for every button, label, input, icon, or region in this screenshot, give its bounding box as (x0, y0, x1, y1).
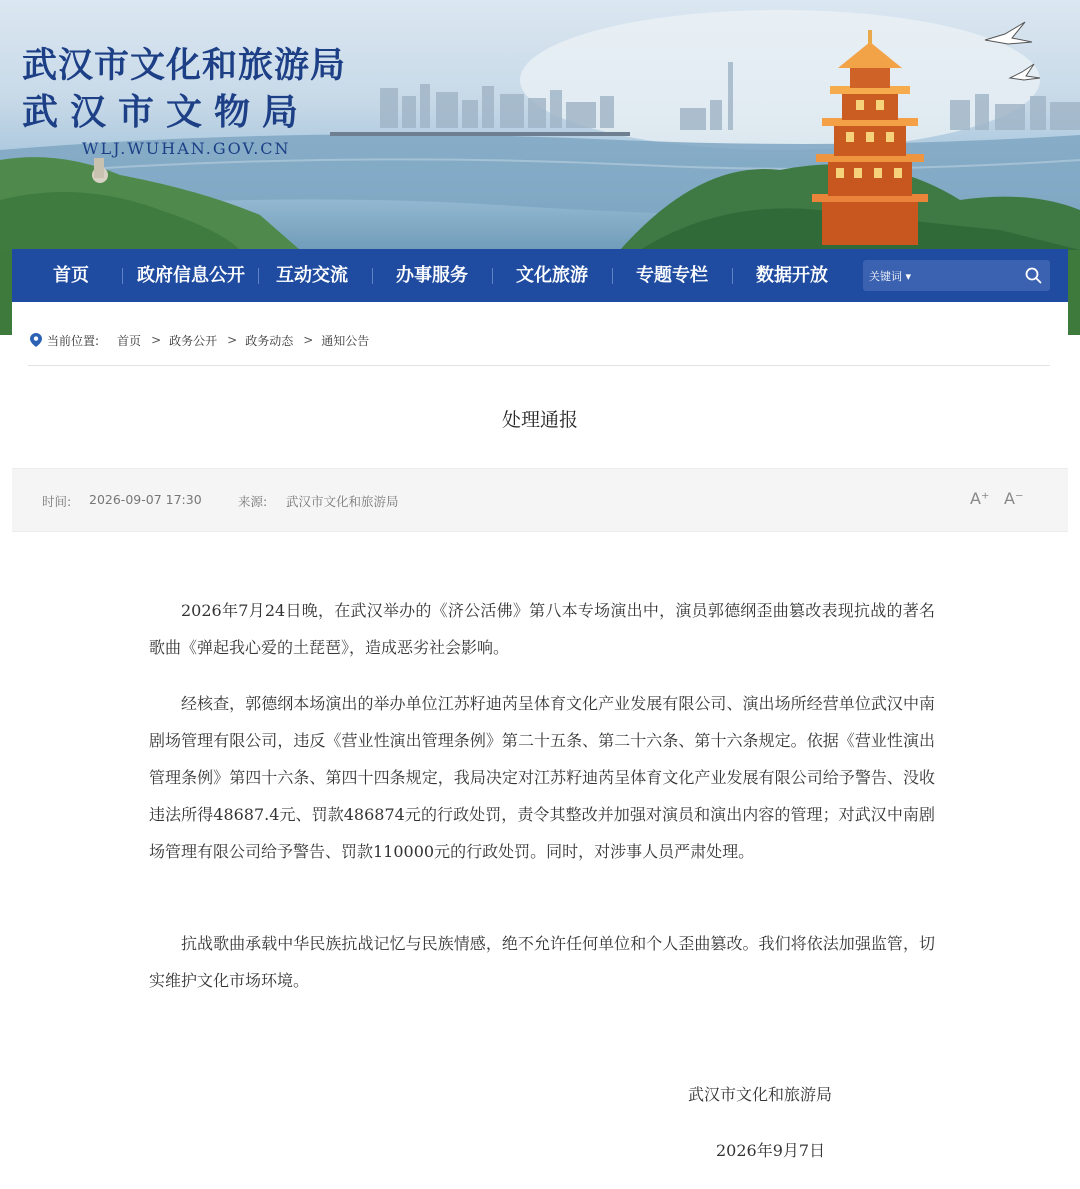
nav-divider (732, 268, 733, 284)
site-title-secondary: 武汉市文物局 (22, 91, 311, 133)
source-label: 来源: (238, 494, 268, 509)
paragraph-text: 经核查，郭德纲本场演出的举办单位江苏籽迪芮呈体育文化产业发展有限公司、演出场所经营单位武汉中南剧场管理有限公司，违反《营业性演出管理条例》第二十五条、第二十六条、第十六条规定。依据《营业性演出管理条例》第四十六条、第四十四条规定，我局决定对江苏籽迪芮呈体育文化产业发展有限公司给予警告、没收违法所得48687.4元、罚款486874元的行政处罚，责令其整改并加强对演员和演出内容的管理；对武汉中南剧场管理有限公司给予警告、罚款110000元的行政处罚。同时，对涉事人员严肃处理。 (149, 694, 935, 861)
nav-divider (492, 268, 493, 284)
article-title: 处理通报 (501, 409, 578, 431)
paragraph-text: 2026年7月24日晚，在武汉举办的《济公活佛》第八本专场演出中，演员郭德纲歪曲篡改表现抗战的著名歌曲《弹起我心爱的土琵琶》，造成恶劣社会影响。 (149, 601, 935, 657)
site-title-primary: 武汉市文化和旅游局 (22, 45, 347, 86)
publish-time: 2026-09-07 17:30 (89, 492, 202, 507)
breadcrumb-separator: > (303, 333, 314, 347)
article-paragraph (149, 685, 935, 870)
nav-divider (612, 268, 613, 284)
site-domain: WLJ.WUHAN.GOV.CN (82, 139, 291, 158)
search-box[interactable] (863, 260, 1050, 291)
nav-divider (258, 268, 259, 284)
breadcrumb-home[interactable]: 首页 (117, 333, 142, 348)
nav-item-services[interactable]: 办事服务 (396, 265, 468, 286)
breadcrumb-gov-news[interactable]: 政务动态 (245, 333, 294, 348)
breadcrumb-label: 当前位置: (47, 333, 100, 348)
main-nav (12, 249, 1068, 302)
publish-time-label: 时间: (42, 494, 72, 509)
location-pin-icon (30, 333, 42, 347)
font-smaller-button[interactable]: A⁻ (1004, 489, 1024, 508)
article-paragraph (149, 925, 935, 999)
font-larger-button[interactable]: A⁺ (970, 489, 990, 508)
search-keyword-label: 关键词 (869, 270, 902, 283)
paragraph-text: 抗战歌曲承载中华民族抗战记忆与民族情感，绝不允许任何单位和个人歪曲篡改。我们将依法加强监管，切实维护文化市场环境。 (149, 934, 935, 990)
nav-item-interaction[interactable]: 互动交流 (276, 265, 348, 286)
signature-date: 2026年9月7日 (716, 1141, 826, 1160)
nav-item-open-data[interactable]: 数据开放 (756, 265, 828, 286)
nav-item-culture-tourism[interactable]: 文化旅游 (516, 265, 588, 286)
nav-item-topics[interactable]: 专题专栏 (636, 265, 708, 286)
signature-organization: 武汉市文化和旅游局 (688, 1085, 833, 1104)
breadcrumb-gov-affairs[interactable]: 政务公开 (169, 333, 218, 348)
search-keyword-select[interactable] (869, 268, 911, 284)
nav-item-home[interactable]: 首页 (53, 265, 89, 286)
nav-divider (122, 268, 123, 284)
breadcrumb-separator: > (227, 333, 238, 347)
nav-divider (372, 268, 373, 284)
source-value: 武汉市文化和旅游局 (286, 494, 399, 509)
breadcrumb (30, 330, 375, 350)
article-paragraph (149, 592, 935, 666)
chevron-down-icon: ▾ (905, 270, 912, 283)
search-icon[interactable] (1025, 267, 1042, 284)
breadcrumb-notices[interactable]: 通知公告 (321, 333, 370, 348)
breadcrumb-separator: > (151, 333, 162, 347)
article-meta-bar (12, 468, 1068, 532)
content-panel (12, 302, 1068, 1189)
breadcrumb-divider (28, 365, 1050, 366)
nav-item-gov-info[interactable]: 政府信息公开 (137, 265, 245, 286)
